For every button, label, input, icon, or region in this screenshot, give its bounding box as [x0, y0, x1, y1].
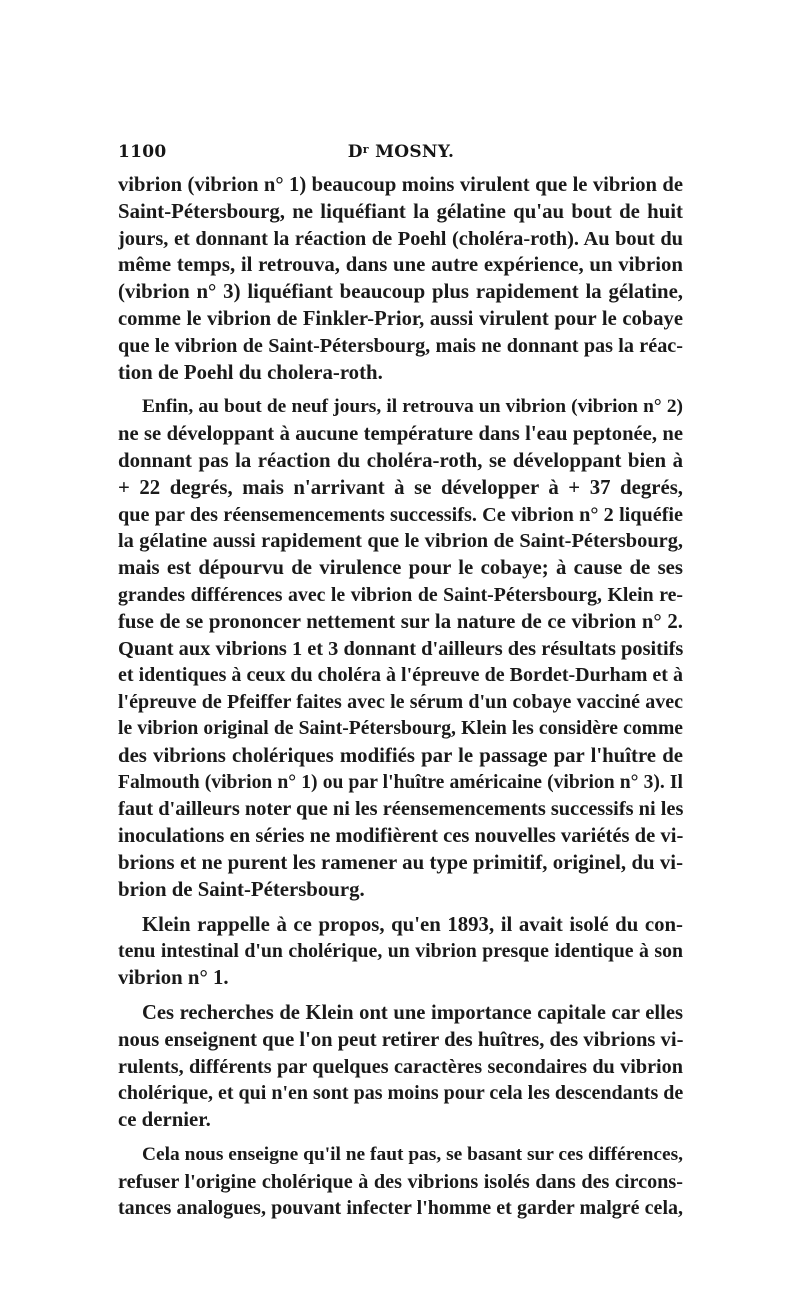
text-line: comme le vibrion de Finkler-Prior, aussi virulent pour le cobaye — [118, 307, 683, 330]
paragraph-1 — [118, 172, 683, 386]
text-line: Enfin, au bout de neuf jours, il retrouva un vibrion (vibrion n° 2) — [142, 396, 683, 418]
text-line: Saint-Pétersbourg, ne liquéfiant la gélatine qu'au bout de huit — [118, 199, 683, 223]
text-line: tenu intestinal d'un cholérique, un vibrion presque identique à son — [118, 940, 683, 963]
text-line: tances analogues, pouvant infecter l'homme et garder malgré cela, — [118, 1197, 683, 1220]
text-line: Quant aux vibrions 1 et 3 donnant d'ailleurs des résultats positifs — [118, 637, 683, 660]
text-line: l'épreuve de Pfeiffer faites avec le sérum d'un cobaye vacciné avec — [118, 691, 683, 714]
text-line: que par des réensemencements successifs. Ce vibrion n° 2 liquéfie — [118, 503, 683, 526]
text-line: grandes différences avec le vibrion de Saint-Pétersbourg, Klein re- — [118, 583, 683, 606]
text-line: ce dernier. — [118, 1108, 211, 1132]
page-number: 1100 — [118, 142, 167, 162]
text-line: cholérique, et qui n'en sont pas moins pour cela les descendants de — [118, 1082, 683, 1105]
text-line: jours, et donnant la réaction de Poehl (choléra-roth). Au bout du — [118, 227, 683, 250]
text-line: (vibrion n° 3) liquéfiant beaucoup plus rapidement la gélatine, — [118, 280, 683, 304]
text-line: brions et ne purent les ramener au type primitif, originel, du vi- — [118, 850, 683, 874]
text-line: + 22 degrés, mais n'arrivant à se développer à + 37 degrés, — [118, 475, 683, 499]
paragraph-4 — [118, 1000, 683, 1134]
text-line: mais est dépourvu de virulence pour le cobaye; à cause de ses — [118, 556, 683, 580]
text-line: Falmouth (vibrion n° 1) ou par l'huître américaine (vibrion n° 3). Il — [118, 771, 683, 793]
text-line: la gélatine aussi rapidement que le vibrion de Saint-Pétersbourg, — [118, 530, 683, 553]
text-line: que le vibrion de Saint-Pétersbourg, mais ne donnant pas la réac- — [118, 334, 683, 357]
text-line: et identiques à ceux du choléra à l'épreuve de Bordet-Durham et à — [118, 664, 683, 687]
paragraph-5 — [118, 1142, 683, 1222]
running-head — [118, 142, 684, 168]
author-title-superscript: r — [362, 143, 369, 156]
author-name: MOSNY. — [368, 142, 455, 162]
text-line: ne se développant à aucune température dans l'eau peptonée, ne — [118, 423, 683, 446]
text-line: rulents, différents par quelques caractères secondaires du vibrion — [118, 1055, 683, 1078]
text-line: le vibrion original de Saint-Pétersbourg, Klein les considère comme — [118, 717, 683, 739]
paragraph-3 — [118, 912, 683, 992]
text-line: fuse de se prononcer nettement sur la nature de ce vibrion n° 2. — [118, 609, 683, 633]
text-line: brion de Saint-Pétersbourg. — [118, 877, 365, 901]
text-line: nous enseignent que l'on peut retirer des huîtres, des vibrions vi- — [118, 1028, 683, 1051]
paragraph-2 — [118, 394, 683, 903]
text-line: Ces recherches de Klein ont une importance capitale car elles — [142, 1001, 683, 1024]
text-line: faut d'ailleurs noter que ni les réensemencements successifs ni les — [118, 798, 683, 821]
header-author — [118, 142, 684, 162]
text-line: inoculations en séries ne modifièrent ces nouvelles variétés de vi- — [118, 825, 683, 848]
text-line: Cela nous enseigne qu'il ne faut pas, se basant sur ces différences, — [142, 1143, 683, 1165]
text-line: vibrion n° 1. — [118, 966, 229, 990]
text-line: donnant pas la réaction du choléra-roth, se développant bien à — [118, 448, 683, 472]
text-line: vibrion (vibrion n° 1) beaucoup moins virulent que le vibrion de — [118, 174, 683, 196]
text-line: Klein rappelle à ce propos, qu'en 1893, il avait isolé du con- — [142, 912, 683, 936]
author-prefix: D — [347, 142, 363, 162]
text-line: tion de Poehl du cholera-roth. — [118, 360, 383, 384]
text-line: refuser l'origine cholérique à des vibrions isolés dans des circons- — [118, 1170, 683, 1193]
body-text — [118, 172, 683, 1222]
text-line: des vibrions cholériques modifiés par le passage par l'huître de — [118, 743, 683, 767]
text-line: même temps, il retrouva, dans une autre expérience, un vibrion — [118, 253, 683, 277]
